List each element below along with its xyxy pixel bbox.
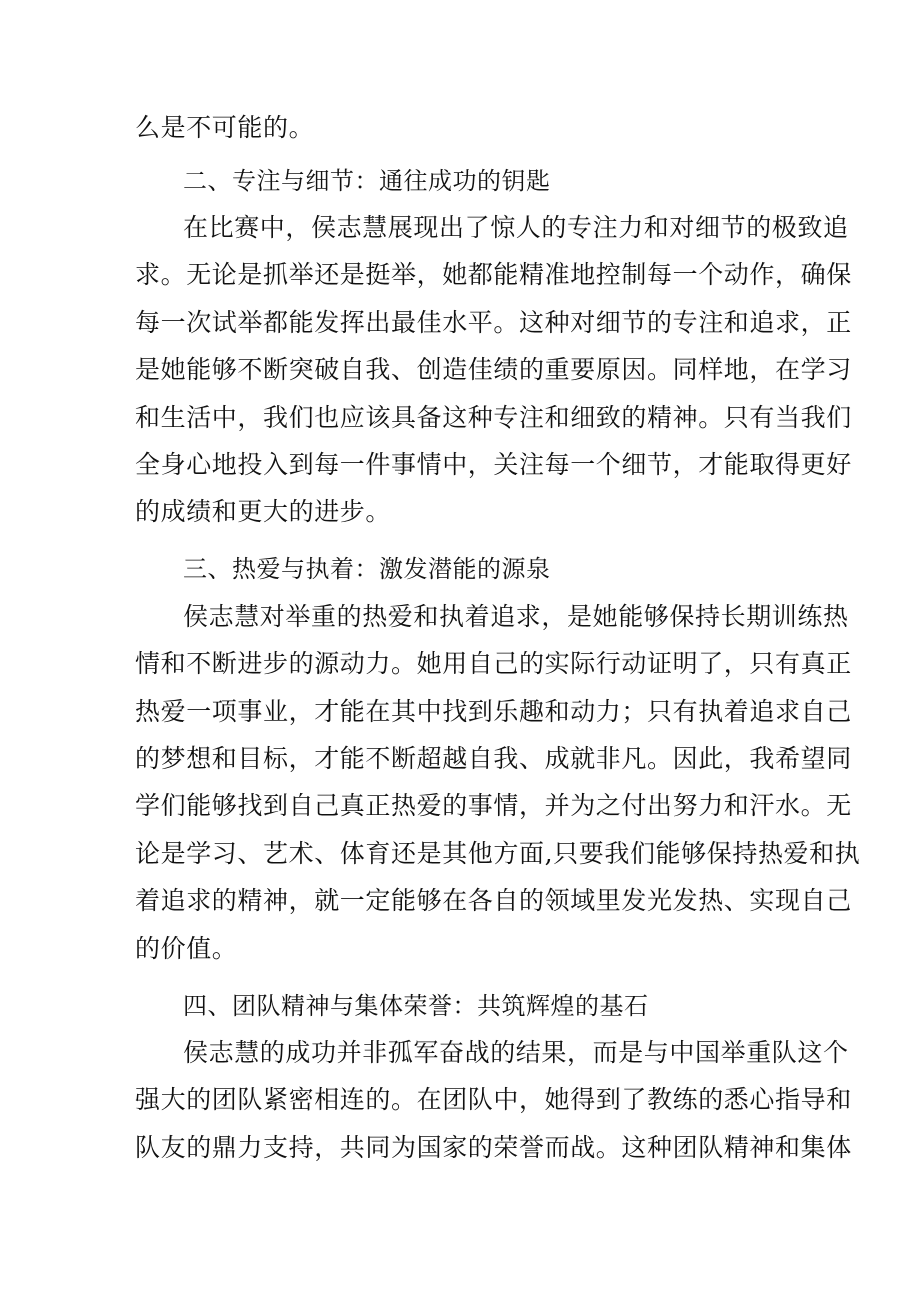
paragraph-line: 侯志慧的成功并非孤军奋战的结果，而是与中国举重队这个 xyxy=(183,1038,849,1067)
section-heading-4: 四、团队精神与集体荣誉：共筑辉煌的基石 xyxy=(183,992,649,1020)
paragraph-line: 在比赛中，侯志慧展现出了惊人的专注力和对细节的极致追 xyxy=(183,213,849,242)
paragraph-line: 是她能够不断突破自我、创造佳绩的重要原因。同样地，在学习 xyxy=(135,355,852,384)
paragraph-line: 求。无论是抓举还是挺举，她都能精准地控制每一个动作，确保 xyxy=(135,260,852,289)
paragraph-line: 队友的鼎力支持，共同为国家的荣誉而战。这种团队精神和集体 xyxy=(135,1133,852,1162)
paragraph-line: 情和不断进步的源动力。她用自己的实际行动证明了，只有真正 xyxy=(135,649,852,678)
paragraph-line: 么是不可能的。 xyxy=(135,113,315,142)
paragraph-line: 学们能够找到自己真正热爱的事情，并为之付出努力和汗水。无 xyxy=(135,791,852,820)
section-heading-2: 二、专注与细节：通往成功的钥匙 xyxy=(183,167,551,195)
paragraph-line: 热爱一项事业，才能在其中找到乐趣和动力；只有执着追求自己 xyxy=(135,697,852,726)
paragraph-line: 侯志慧对举重的热爱和执着追求，是她能够保持长期训练热 xyxy=(183,602,849,631)
section-heading-3: 三、热爱与执着：激发潜能的源泉 xyxy=(183,555,551,583)
paragraph-line: 每一次试举都能发挥出最佳水平。这种对细节的专注和追求，正 xyxy=(135,308,852,337)
paragraph-line: 的梦想和目标，才能不断超越自我、成就非凡。因此，我希望同 xyxy=(135,744,852,773)
paragraph-line: 强大的团队紧密相连的。在团队中，她得到了教练的悉心指导和 xyxy=(135,1085,852,1114)
paragraph-line: 的价值。 xyxy=(135,934,238,963)
paragraph-line: 着追求的精神，就一定能够在各自的领域里发光发热、实现自己 xyxy=(135,886,852,915)
paragraph-line: 全身心地投入到每一件事情中，关注每一个细节，才能取得更好 xyxy=(135,450,852,479)
paragraph-line: 和生活中，我们也应该具备这种专注和细致的精神。只有当我们 xyxy=(135,403,852,432)
paragraph-line: 论是学习、艺术、体育还是其他方面,只要我们能够保持热爱和执 xyxy=(135,839,861,868)
paragraph-line: 的成绩和更大的进步。 xyxy=(135,497,392,526)
